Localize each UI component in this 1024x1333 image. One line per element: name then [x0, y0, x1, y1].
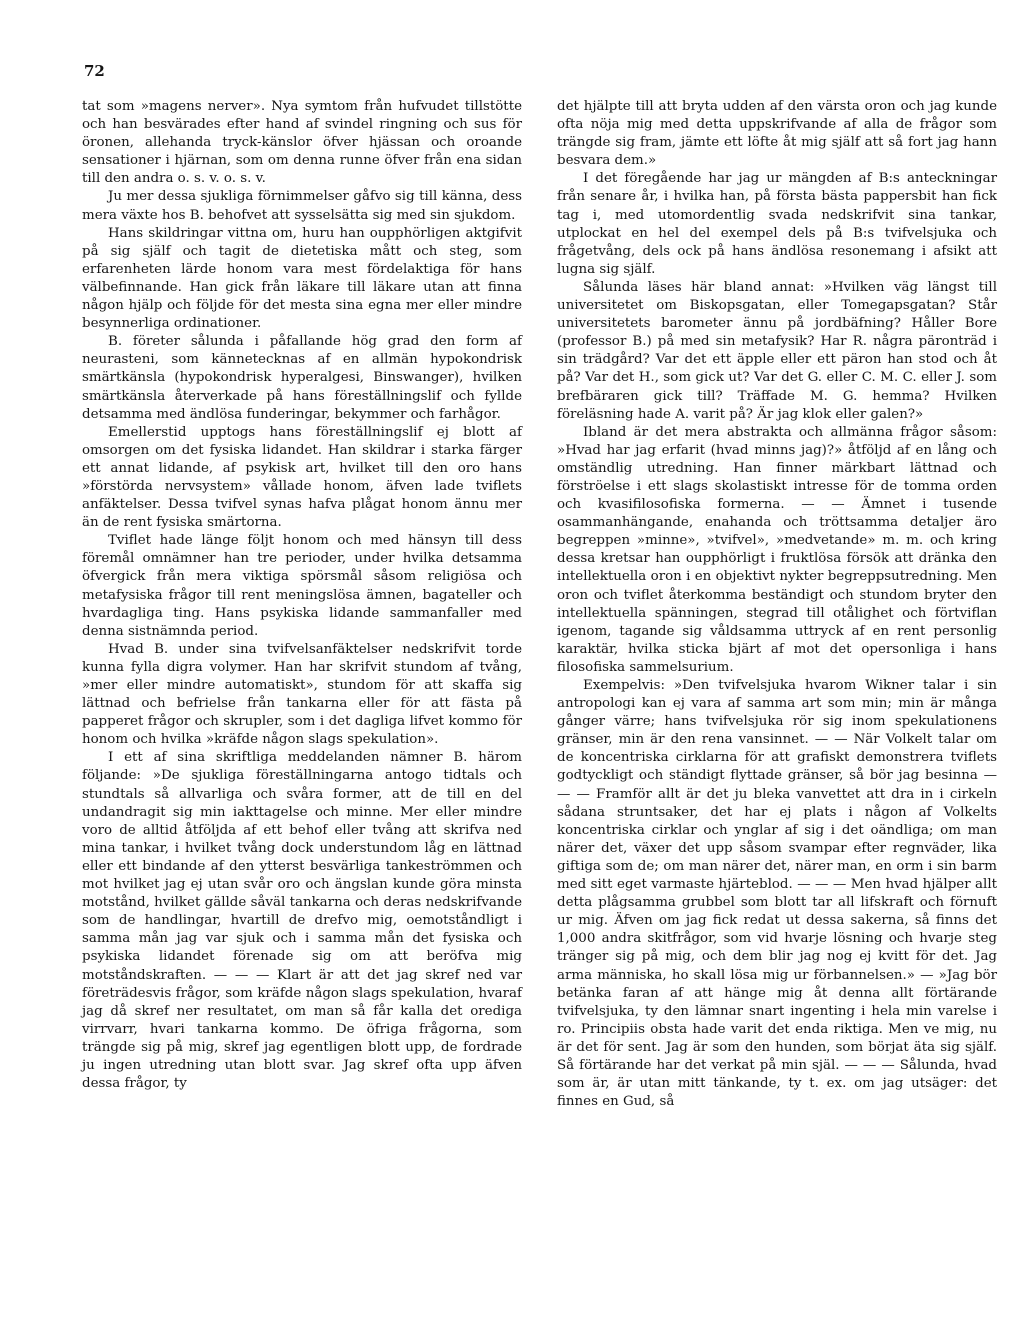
paragraph: I ett af sina skriftliga meddelanden nämner B. härom följande: »De sjukliga föreställningarna antogo tidtals och stundtals så allvarliga och svåra former, att de till en del undandragit sig min iakttagelse och minne. Mer eller mindre voro de alltid åtföljda af ett behof eller tvång att skrifva ned mina tankar, i hvilket tvång dock understundom låg en lättnad eller ett bindande af den ytterst besvärliga tankeströmmen och mot hvilket jag ej utan svår oro och ängslan kunde göra minsta motstånd, hvilket gällde såväl tankarna och deras nedskrifvande som de handlingar, hvartill de drefvo mig, oemotståndligt i samma mån jag var sjuk och i samma mån det fysiska och psykiska lidandet förenade sig om att beröfva mig motståndskraften. — — — Klart är att det jag skref ned var företrädesvis frågor, som kräfde någon slags spekulation, hvaraf jag då skref ner resultatet, om man så får kalla det orediga virrvarr, hvari tankarna kommo. De öfriga frågorna, som trängde sig på mig, skref jag egentligen blott upp, de fordrade ju ingen utredning utan blott svar. Jag skref ofta upp äfven dessa frågor, ty	[82, 750, 522, 1092]
paragraph: tat som »magens nerver». Nya symtom från hufvudet tillstötte och han besvärades efter hand af svindel ringning och sus för öronen, allehanda tryck-känslor öfver hjässan och oroande sensationer i hjärnan, som om denna runne öfver från ena sidan till den andra o. s. v. o. s. v.	[82, 99, 522, 187]
paragraph: Tviflet hade länge följt honom och med hänsyn till dess föremål omnämner han tre perioder, under hvilka detsamma öfvergick från mera viktiga spörsmål såsom religiösa och metafysiska frågor till rent meningslösa ämnen, bagateller och hvardagliga ting. Hans psykiska lidande sammanfaller med denna sistnämnda period.	[82, 533, 522, 639]
paragraph: Hvad B. under sina tvifvelsanfäktelser nedskrifvit torde kunna fylla digra volymer. Han har skrifvit stundom af tvång, »mer eller mindre automatiskt», stundom för att skaffa sig lättnad och befrielse från tankarna eller för att fästa på papperet frågor och skrupler, som i det dagliga lifvet kommo för honom och hvilka »kräfde någon slags spekulation».	[82, 641, 522, 748]
paragraph: Sålunda läses här bland annat: »Hvilken väg längst till universitetet om Biskopsgatan, eller Tomegapsgatan? Står universitetets barometer ännu på jordbäfning? Håller Bore (professor B.) på med sin metafysik? Har R. några päronträd i sin trädgård? Var det ett äpple eller ett päron han stod och åt på? Var det H., som gick ut? Var det G. eller C. M. C. eller J. som brefbäraren gick till? Träffade M. G. hemma? Hvilken föreläsning hade A. varit på? Är jag klok eller galen?»	[557, 279, 997, 422]
paragraph: Ibland är det mera abstrakta och allmänna frågor såsom: »Hvad har jag erfarit (hvad minns jag)?» åtföljd af en lång och omständlig utredning. Han finner märkbart lättnad och förströelse i ett slags skolastiskt intresse för de tomma orden och kvasifilosofiska formerna. — — Ämnet i tusende osammanhängande, enahanda och tröttsamma detaljer äro begreppen »minne», »tvifvel», »medvetande» m. m. och kring dessa kretsar han oupphörligt i fruktlösa försök att dränka den intellektuella oron i en objektivt nykter begreppsutredning. Men oron och tviflet återkomma beständigt och stundom bryter den intellektuella spänningen, stegrad till otålighet och förtviflan igenom, tagande sig våldsamma uttryck af en rent personlig karaktär, hvilka sticka bjärt af mot det opersonliga i hans filosofiska sammelsurium.	[557, 424, 997, 675]
page-number: 72	[84, 62, 105, 80]
paragraph: I det föregående har jag ur mängden af B:s anteckningar från senare år, i hvilka han, på första bästa pappersbit han fick tag i, med utomordentlig svada nedskrifvit sina tankar, utplockat en hel del exempel dels på B:s tvifvelsjuka och frågetvång, dels ock på hans ändlösa resonemang i afsikt att lugna sig själf.	[557, 171, 997, 277]
paragraph: Hans skildringar vittna om, huru han oupphörligen aktgifvit på sig själf och tagit de dietetiska mått och steg, som erfarenheten lärde honom vara mest fördelaktiga för hans välbefinnande. Han gick från läkare till läkare utan att finna någon hjälp och följde för det mesta sina egna mer eller mindre besynnerliga ordinationer.	[82, 225, 522, 332]
right-column	[557, 98, 997, 1111]
paragraph: Exempelvis: »Den tvifvelsjuka hvarom Wikner talar i sin antropologi kan ej vara af samma art som min; min är många gånger värre; hans tvifvelsjuka rör sig inom spekulationens gränser, min är den rena vansinnet. — — När Volkelt talar om de koncentriska cirklarna för att grafiskt demonstrera tviflets godtyckligt och ständigt flyttade gränser, så bör jag besinna — — — Framför allt är det ju bleka vanvettet att dra in i cirkeln sådana struntsaker, det har ej plats i någon af Volkelts koncentriska cirklar och ynglar af sig i det oändliga; om man närer det, växer det upp såsom svampar efter regnväder, lika giftiga som de; om man närer det, närer man, en orm i sin barm med sitt eget varmaste hjärteblod. — — — Men hvad hjälper allt detta plågsamma grubbel som blott tar all lifskraft och förnuft ur mig. Äfven om jag fick redat ut dessa sakerna, så finns det 1,000 andra skitfrågor, som vid hvarje lösning och hvarje steg tränger sig på mig, och dem blir jag nog ej kvitt för det. Jag arma människa, ho skall lösa mig ur förbannelsen.» — »Jag bör betänka faran af att hänge mig åt denna allt förtärande tvifvelsjuka, ty den lämnar snart ingenting i hela min varelse i ro. Principiis obsta hade varit det enda riktiga. Men ve mig, nu är det för sent. Jag är som den hunden, som börjat äta sig själf. Så förtärande har det verkat på min själ. — — — Sålunda, hvad som är, är utan mitt tänkande, ty t. ex. om jag utsäger: det finnes en Gud, så	[557, 678, 997, 1110]
paragraph: Emellerstid upptogs hans föreställningslif ej blott af omsorgen om det fysiska lidandet. Han skildrar i starka färger ett annat lidande, af psykisk art, hvilket till den oro hans »förstörda nervsystem» vållade honom, äfven lade tviflets anfäktelser. Dessa tvifvel synas hafva plågat honom ännu mer än de rent fysiska smärtorna.	[82, 424, 522, 531]
paragraph: B. företer sålunda i påfallande hög grad den form af neurasteni, som kännetecknas af en allmän hypokondrisk smärtkänsla (hypokondrisk hyperalgesi, Binswanger), hvilken smärtkänsla återverkade på hans föreställningslif och fyllde detsamma med ändlösa funderingar, bekymmer och farhågor.	[82, 334, 522, 422]
paragraph: Ju mer dessa sjukliga förnimmelser gåfvo sig till känna, dess mera växte hos B. behofvet att sysselsätta sig med sin sjukdom.	[82, 189, 522, 223]
left-column	[82, 98, 522, 1093]
paragraph: det hjälpte till att bryta udden af den värsta oron och jag kunde ofta nöja mig med detta uppskrifvande af alla de frågor som trängde sig fram, jämte ett löfte åt mig själf att så fort jag hann besvara dem.»	[557, 99, 997, 169]
